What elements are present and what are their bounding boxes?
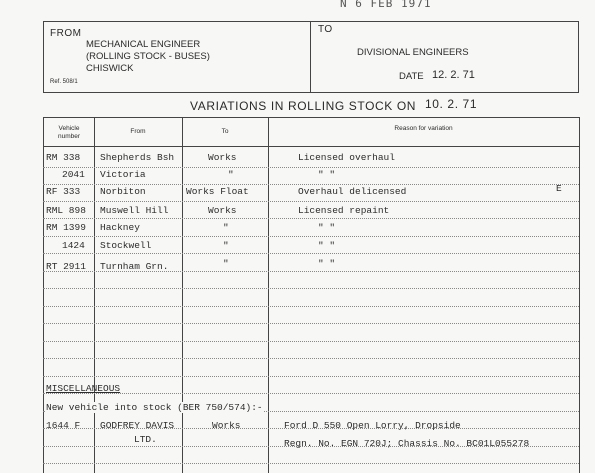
row-from-garage: Turnham Grn. [100, 261, 169, 272]
ruled-line [43, 201, 579, 202]
table-right-border [579, 117, 580, 473]
ruled-line [43, 288, 579, 289]
ruled-line [43, 341, 579, 342]
row-to-destination: Works [208, 152, 237, 163]
date-label: DATE [399, 71, 424, 82]
misc-description-line-1: Ford D 550 Open Lorry, Dropside [284, 420, 461, 431]
misc-description-line-2: Regn. No. EGN 720J; Chassis No. BC01L055278 [284, 438, 530, 449]
row-reason-ditto: " " [318, 240, 336, 251]
date-value: 12. 2. 71 [432, 69, 475, 81]
to-label: TO [318, 24, 333, 35]
ruled-line [43, 306, 579, 307]
row-to-destination: Works Float [186, 186, 249, 197]
column-header-reason: Reason for variation [394, 125, 453, 132]
ruled-line [43, 323, 579, 324]
column-divider-2 [182, 117, 183, 473]
margin-mark: E [556, 183, 562, 194]
from-line-3: CHISWICK [86, 63, 134, 74]
row-vehicle-number: 2041 [62, 169, 85, 180]
row-to-destination: " [228, 169, 234, 180]
ruled-line [43, 393, 579, 394]
misc-from-line-2: LTD. [134, 434, 157, 445]
ruled-line [43, 358, 579, 359]
row-reason: Licensed overhaul [298, 152, 395, 163]
ruled-line [43, 218, 579, 219]
column-divider-1 [94, 117, 95, 473]
miscellaneous-heading: MISCELLANEOUS [46, 383, 121, 394]
variation-date: 10. 2. 71 [425, 97, 478, 111]
table-left-border [43, 117, 44, 473]
row-reason-ditto: " " [318, 169, 336, 180]
ruled-line [43, 463, 579, 464]
row-vehicle-number: RM 1399 [46, 222, 86, 233]
ruled-line [43, 167, 579, 168]
ruled-line [43, 236, 579, 237]
row-to-destination: " [223, 240, 229, 251]
row-vehicle-number: RM 338 [46, 152, 81, 163]
reference-number: Ref. 508/1 [50, 79, 78, 85]
row-to-destination: " [223, 222, 229, 233]
row-from-garage: Victoria [100, 169, 146, 180]
table-header-border [43, 146, 579, 147]
row-to-destination: " [223, 258, 229, 269]
ruled-line [43, 184, 579, 185]
misc-from-line-1: GODFREY DAVIS [100, 420, 175, 431]
misc-new-vehicle-line: New vehicle into stock (BER 750/574):- [46, 402, 263, 413]
from-line-1: MECHANICAL ENGINEER [86, 39, 201, 50]
column-header-to: To [221, 128, 229, 135]
row-reason: Overhaul delicensed [298, 186, 407, 197]
row-reason-ditto: " " [318, 258, 336, 269]
misc-to-destination: Works [212, 420, 241, 431]
from-line-2: (ROLLING STOCK - BUSES) [86, 51, 210, 62]
row-from-garage: Hackney [100, 222, 140, 233]
column-divider-3 [268, 117, 269, 473]
row-vehicle-number: RT 2911 [46, 261, 86, 272]
row-vehicle-number: RF 333 [46, 186, 81, 197]
ruled-line [43, 376, 579, 377]
row-reason-ditto: " " [318, 222, 336, 233]
row-to-destination: Works [208, 205, 237, 216]
row-reason: Licensed repaint [298, 205, 390, 216]
column-header-vehicle: Vehicle number [57, 125, 81, 140]
column-header-from: From [130, 128, 146, 135]
to-addressee: DIVISIONAL ENGINEERS [357, 47, 469, 58]
ruled-line [43, 253, 579, 254]
received-date-stamp: N 6 FEB 1971 [340, 0, 432, 10]
misc-vehicle-number: 1644 F [46, 420, 81, 431]
table-top-border [43, 117, 579, 118]
document-title: VARIATIONS IN ROLLING STOCK ON [190, 99, 417, 113]
row-from-garage: Norbiton [100, 186, 146, 197]
row-vehicle-number: RML 898 [46, 205, 86, 216]
row-vehicle-number: 1424 [62, 240, 85, 251]
row-from-garage: Muswell Hill [100, 205, 169, 216]
row-from-garage: Shepherds Bsh [100, 152, 175, 163]
from-label: FROM [50, 28, 82, 39]
row-from-garage: Stockwell [100, 240, 152, 251]
